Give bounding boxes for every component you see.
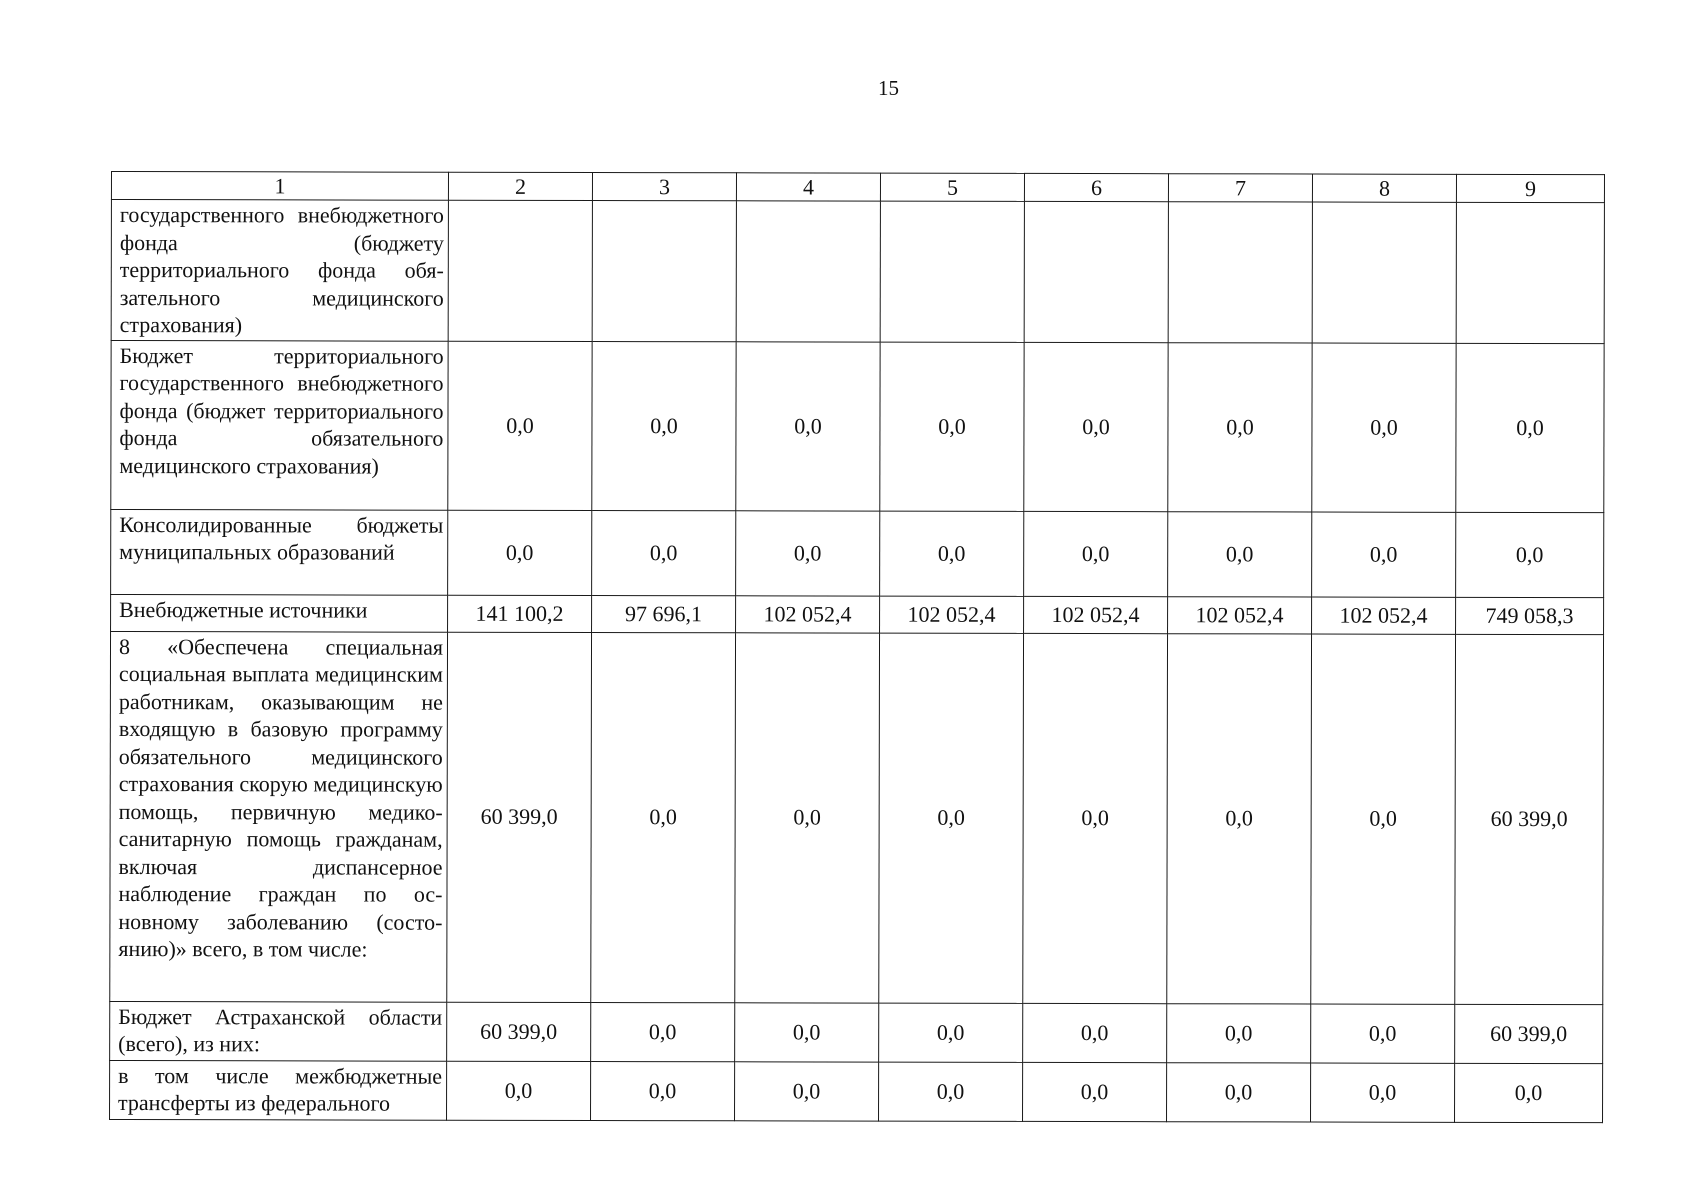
table-cell: 0,0	[1167, 1003, 1311, 1062]
column-header: 3	[592, 173, 736, 201]
row-label: Внебюджетные источники	[111, 594, 448, 632]
table-cell: 0,0	[592, 510, 736, 595]
table-cell: 102 052,4	[1024, 596, 1168, 633]
table-cell: 0,0	[1455, 1063, 1603, 1122]
table-cell	[448, 200, 592, 341]
table-cell: 0,0	[591, 1002, 735, 1061]
table-cell: 0,0	[1023, 633, 1168, 1003]
table-cell: 0,0	[447, 1061, 591, 1120]
column-header: 1	[111, 172, 448, 201]
table-cell: 0,0	[1024, 511, 1168, 596]
table-cell: 0,0	[1023, 1003, 1167, 1062]
table-cell: 0,0	[1312, 343, 1456, 512]
table-cell: 0,0	[1168, 342, 1312, 511]
column-header: 5	[880, 173, 1024, 201]
table-cell: 0,0	[448, 510, 592, 595]
table-cell: 0,0	[879, 1062, 1023, 1121]
column-header: 2	[448, 172, 592, 200]
table-cell: 0,0	[1167, 1062, 1311, 1121]
table-cell: 0,0	[1311, 1063, 1455, 1122]
table-cell: 0,0	[1456, 512, 1604, 597]
table-header-row	[111, 172, 1604, 203]
table-cell: 0,0	[880, 511, 1024, 596]
row-label: государственного внебюджетного фонда (бюджету территориального фонда обязательного медицинского страхования)	[111, 200, 448, 341]
table-cell: 0,0	[1023, 1062, 1167, 1121]
table-cell: 0,0	[735, 632, 880, 1002]
table-cell: 0,0	[448, 341, 592, 510]
table-cell: 0,0	[735, 1061, 879, 1120]
table-cell: 102 052,4	[736, 595, 880, 632]
table-cell	[1456, 202, 1604, 343]
table-cell: 0,0	[879, 633, 1024, 1003]
table-cell: 60 399,0	[447, 632, 592, 1002]
table-cell: 0,0	[880, 342, 1024, 511]
column-header: 9	[1456, 174, 1604, 202]
row-label: 8 «Обеспечена специальная социальная выплата медицинским работникам, оказывающим не входящую в базовую программу обязательного медицинского страхования скорую медицинскую помощь, первичную медико-санитарную помощь гражданам, включая диспансерное наблюдение граждан по основному заболеванию (состоянию)» всего, в том числе:	[110, 631, 448, 1002]
funding-table	[109, 171, 1605, 1123]
column-header: 7	[1168, 174, 1312, 202]
table-cell: 0,0	[735, 1002, 879, 1061]
table-cell: 0,0	[1167, 633, 1312, 1003]
table-cell	[1168, 202, 1312, 343]
table-cell: 102 052,4	[1312, 597, 1456, 634]
table-cell: 0,0	[1311, 1004, 1455, 1063]
table-cell: 0,0	[1311, 634, 1456, 1004]
table-row	[111, 594, 1604, 634]
table-cell	[1024, 201, 1168, 342]
table-cell: 60 399,0	[447, 1002, 591, 1061]
row-label: Консолидированные бюджеты муниципальных образований	[111, 509, 448, 595]
table-cell: 0,0	[1024, 342, 1168, 511]
column-header: 4	[736, 173, 880, 201]
table-row	[111, 200, 1604, 344]
table-cell: 0,0	[879, 1003, 1023, 1062]
row-label: в том числе межбюджетные трансферты из федерального	[110, 1060, 447, 1120]
table-row	[111, 509, 1604, 597]
column-header: 6	[1024, 173, 1168, 201]
table-cell	[592, 201, 736, 342]
column-header: 8	[1312, 174, 1456, 202]
table-cell: 60 399,0	[1455, 634, 1604, 1004]
table-cell	[736, 201, 880, 342]
table-cell: 0,0	[736, 510, 880, 595]
table-row	[111, 340, 1604, 512]
table-cell: 102 052,4	[880, 596, 1024, 633]
table-row	[110, 1001, 1603, 1063]
table-cell: 0,0	[591, 1061, 735, 1120]
table-cell: 0,0	[592, 341, 736, 510]
row-label: Бюджет территориального государственного внебюджетного фонда (бюджет территориального фонда обязательного медицинского страхования)	[111, 340, 448, 510]
row-label: Бюджет Астраханской области (всего), из них:	[110, 1001, 447, 1061]
table-row	[110, 1060, 1603, 1122]
table-cell	[880, 201, 1024, 342]
table-cell	[1312, 202, 1456, 343]
table-cell: 97 696,1	[592, 595, 736, 632]
table-cell: 0,0	[1168, 511, 1312, 596]
table-cell: 141 100,2	[448, 595, 592, 632]
table-row	[110, 631, 1604, 1004]
page-number: 15	[878, 76, 899, 100]
table-cell: 0,0	[736, 341, 880, 510]
table-cell: 60 399,0	[1455, 1004, 1603, 1063]
table-cell: 0,0	[1456, 343, 1604, 512]
table-cell: 0,0	[1312, 512, 1456, 597]
table-cell: 749 058,3	[1456, 597, 1604, 634]
table-cell: 102 052,4	[1168, 596, 1312, 633]
table-cell: 0,0	[591, 632, 736, 1002]
